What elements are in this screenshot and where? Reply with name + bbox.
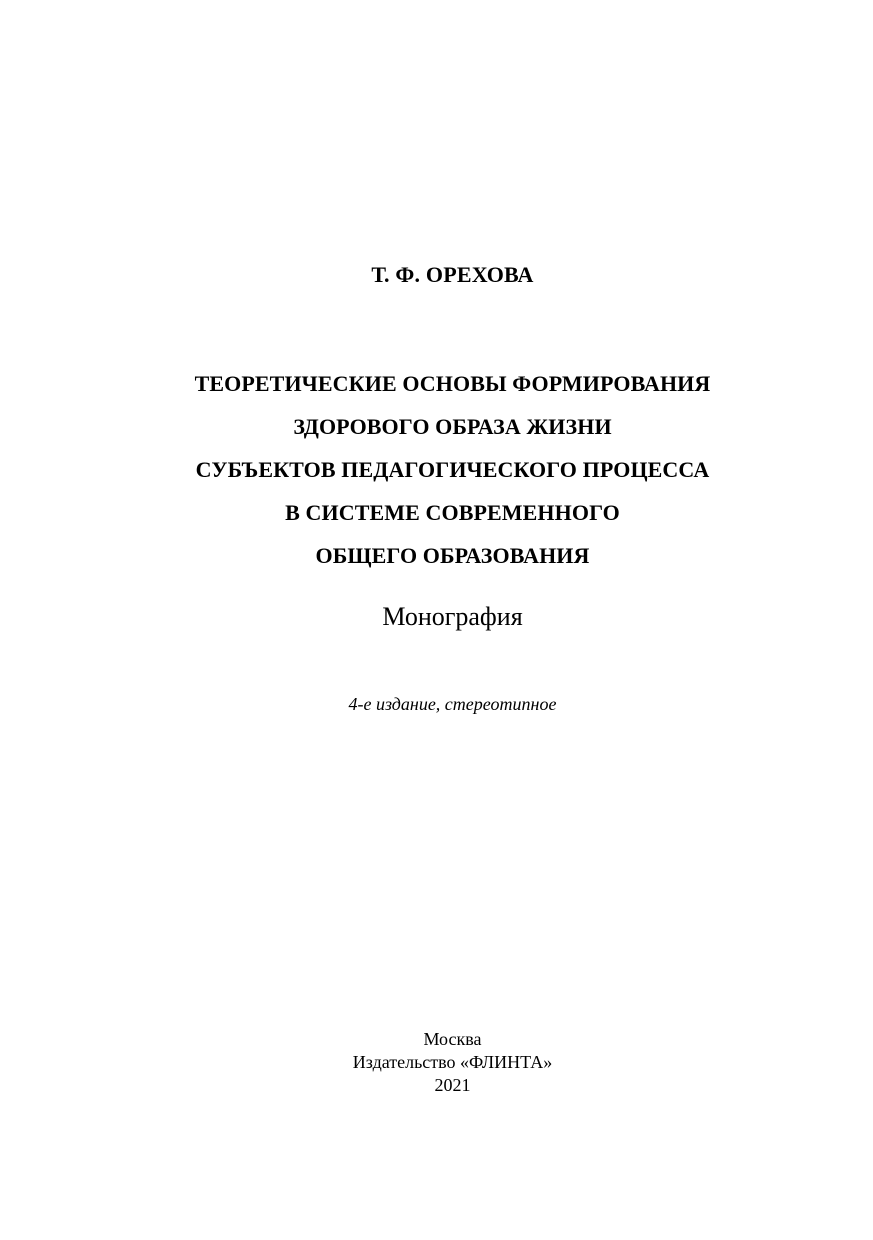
title-line: В СИСТЕМЕ СОВРЕМЕННОГО	[285, 500, 620, 525]
edition-note: 4-е издание, стереотипное	[348, 694, 557, 714]
title-line: ТЕОРЕТИЧЕСКИЕ ОСНОВЫ ФОРМИРОВАНИЯ	[194, 371, 711, 396]
imprint	[0, 1028, 873, 1097]
imprint-publisher: Издательство «ФЛИНТА»	[352, 1052, 553, 1072]
book-title	[0, 362, 873, 577]
imprint-city: Москва	[423, 1029, 482, 1049]
genre-label: Монография	[382, 602, 523, 631]
imprint-year: 2021	[434, 1075, 471, 1095]
title-line: ЗДОРОВОГО ОБРАЗА ЖИЗНИ	[293, 414, 612, 439]
title-line: СУБЪЕКТОВ ПЕДАГОГИЧЕСКОГО ПРОЦЕССА	[195, 457, 710, 482]
title-line: ОБЩЕГО ОБРАЗОВАНИЯ	[315, 543, 590, 568]
author-name: Т. Ф. ОРЕХОВА	[371, 262, 534, 287]
